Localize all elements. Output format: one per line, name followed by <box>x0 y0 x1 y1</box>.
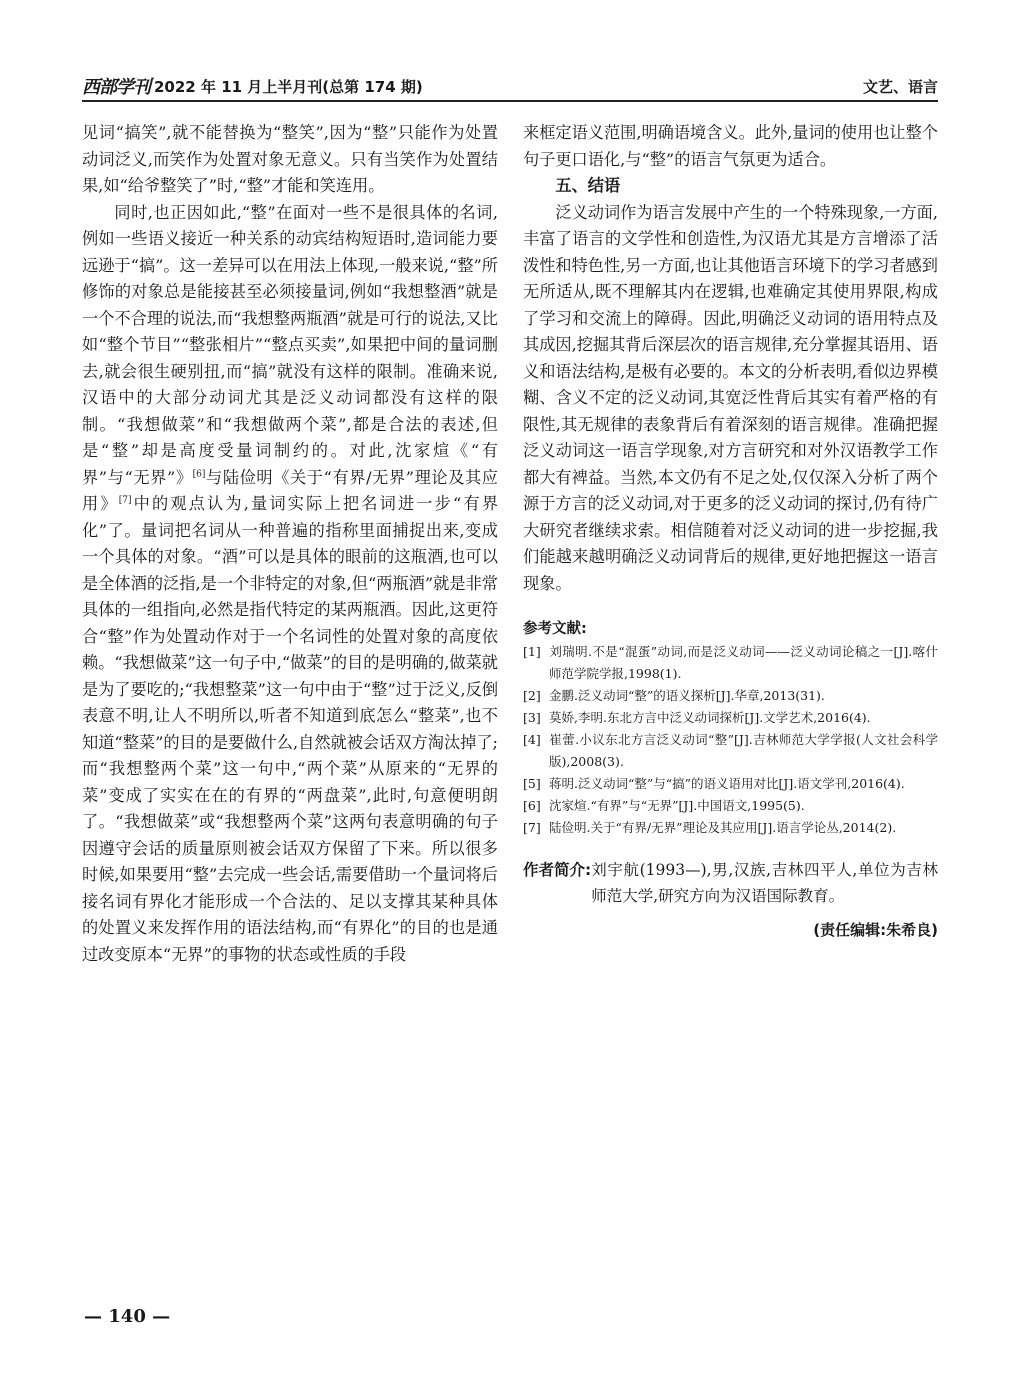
page-header <box>82 74 938 98</box>
right-column <box>523 120 938 940</box>
paragraph: 泛义动词作为语言发展中产生的一个特殊现象,一方面,丰富了语言的文学性和创造性,为汉语尤其是方言增添了活泼性和特色性,另一方面,也让其他语言环境下的学习者感到无所适从,既不理解其内在逻辑,也难确定其使用界限,构成了学习和交流上的障碍。因此,明确泛义动词的语用特点及其成因,挖掘其背后深层次的语言规律,充分掌握其语用、语义和语法结构,是极有必要的。本文的分析表明,看似边界模糊、含义不定的泛义动词,其宽泛性背后其实有着严格的有限性,其无规律的表象背后有着深刻的语言规律。准确把握泛义动词这一语言学现象,对方言研究和对外汉语教学工作都大有裨益。当然,本文仍有不足之处,仅仅深入分析了两个源于方言的泛义动词,对于更多的泛义动词的探讨,仍有待广大研究者继续求索。相信随着对泛义动词的进一步挖掘,我们能越来越明确泛义动词背后的规律,更好地把握这一语言现象。 <box>523 202 938 593</box>
header-divider <box>82 100 938 102</box>
journal-logo: 西部学刊 <box>82 77 150 98</box>
author-label: 作者简介: <box>523 861 592 879</box>
author-text: 刘宇航(1993—),男,汉族,吉林四平人,单位为吉林师范大学,研究方向为汉语国际教育。 <box>591 861 938 905</box>
reference-item: [7] 陆俭明.关于“有界/无界”理论及其应用[J].语言学论丛,2014(2). <box>523 820 897 835</box>
reference-item: [5] 蒋明.泛义动词“整”与“搞”的语义语用对比[J].语文学刊,2016(4). <box>523 776 905 791</box>
reference-item: [3] 莫娇,李明.东北方言中泛义动词探析[J].文学艺术,2016(4). <box>523 710 871 725</box>
paragraph: 见词“搞笑”,就不能替换为“整笑”,因为“整”只能作为处置动词泛义,而笑作为处置对象无意义。只有当笑作为处置结果,如“给爷整笑了”时,“整”才能和笑连用。 <box>82 123 498 195</box>
left-column <box>82 120 498 968</box>
citation-6: [6] <box>192 469 206 480</box>
paragraph: 来框定语义范围,明确语境含义。此外,量词的使用也让整个句子更口语化,与“整”的语言气氛更为适合。 <box>523 123 938 169</box>
paragraph: 同时,也正因如此,“整”在面对一些不是很具体的名词,例如一些语义接近一种关系的动宾结构短语时,造词能力要远逊于“搞”。这一差异可以在用法上体现,一般来说,“整”所修饰的对象总是能接甚至必须接量词,例如“我想整酒”就是一个不合理的说法,而“我想整两瓶酒”就是可行的说法,又比如“整个节目”“整张相片”“整点买卖”,如果把中间的量词删去,就会很生硬别扭,而“搞”就没有这样的限制。准确来说,汉语中的大部分动词尤其是泛义动词都没有这样的限制。“我想做菜”和“我想做两个菜”,都是合法的表述,但是“整”却是高度受量词制约的。对此,沈家煊《“有界”与“无界”》[6]与陆俭明《关于“有界/无界”理论及其应用》[7]中的观点认为,量词实际上把名词进一步“有界化”了。量词把名词从一种普遍的指称里面捕捉出来,变成一个具体的对象。“酒”可以是具体的眼前的这瓶酒,也可以是全体酒的泛指,是一个非特定的对象,但“两瓶酒”就是非常具体的一组指向,必然是指代特定的某两瓶酒。因此,这更符合“整”作为处置动作对于一个名词性的处置对象的高度依赖。“我想做菜”这一句子中,“做菜”的目的是明确的,做菜就是为了要吃的;“我想整菜”这一句中由于“整”过于泛义,反倒表意不明,让人不明所以,听者不知道到底怎么“整菜”,也不知道“整菜”的目的是要做什么,自然就被会话双方淘汰掉了;而“我想整两个菜”这一句中,“两个菜”从原来的“无界的菜”变成了实实在在的有界的“两盘菜”,此时,句意便明朗了。“我想做菜”或“我想整两个菜”这两句表意明确的句子因遵守会话的质量原则被会话双方保留了下来。所以很多时候,如果要用“整”去完成一些会话,需要借助一个量词将后接名词有界化才能形成一个合法的、足以支撑其某种具体的处置义来发挥作用的语法结构,而“有界化”的目的也是通过改变原本“无界”的事物的状态或性质的手段 <box>82 202 499 964</box>
author-bio <box>523 857 938 909</box>
journal-info <box>82 73 423 99</box>
citation-7: [7] <box>118 495 132 506</box>
reference-item: [6] 沈家煊.“有界”与“无界”[J].中国语文,1995(5). <box>523 798 805 813</box>
reference-item: [2] 金鹏.泛义动词“整”的语义探析[J].华章,2013(31). <box>523 688 825 703</box>
issue-info: 2022 年 11 月上半月刊(总第 174 期) <box>154 77 423 96</box>
section-name: 文艺、语言 <box>862 77 938 96</box>
reference-item: [1] 刘瑞明.不是“混蛋”动词,而是泛义动词——泛义动词论稿之一[J].喀什师范学院学报,1998(1). <box>523 644 938 681</box>
reference-item: [4] 崔蕾.小议东北方言泛义动词“整”[J].吉林师范大学学报(人文社会科学版),2008(3). <box>523 732 938 769</box>
responsible-editor: (责任编辑:朱希良) <box>813 921 938 939</box>
references-title: 参考文献: <box>523 621 587 637</box>
page-number: — 140 — <box>84 1306 171 1327</box>
reference-list <box>523 641 938 839</box>
section-heading: 五、结语 <box>555 176 621 195</box>
